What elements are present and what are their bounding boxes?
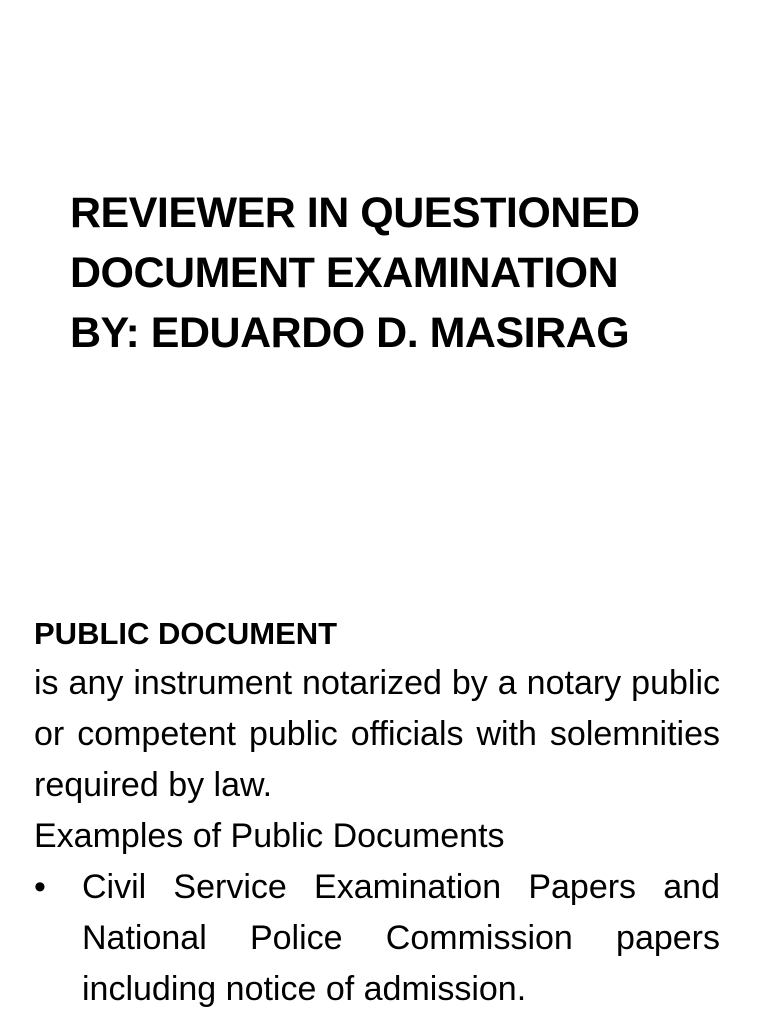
- bullet-icon: •: [34, 868, 46, 906]
- content-slide: [0, 580, 768, 1024]
- examples-list: [34, 862, 720, 1015]
- slide-title: [0, 183, 768, 363]
- examples-label: Examples of Public Documents: [34, 817, 505, 855]
- title-line-3: BY: EDUARDO D. MASIRAG: [70, 309, 630, 357]
- list-item: [34, 862, 720, 1015]
- title-line-2: DOCUMENT EXAMINATION: [70, 249, 619, 297]
- title-line-1: REVIEWER IN QUESTIONED: [70, 189, 640, 237]
- slide-content: [34, 610, 720, 1015]
- section-heading: PUBLIC DOCUMENT: [34, 616, 338, 651]
- definition-text: is any instrument notarized by a notary public or competent public officials with solemnities required by law.: [34, 664, 720, 804]
- list-item-text: Civil Service Examination Papers and National Police Commission papers including notice of admission.: [82, 868, 720, 1008]
